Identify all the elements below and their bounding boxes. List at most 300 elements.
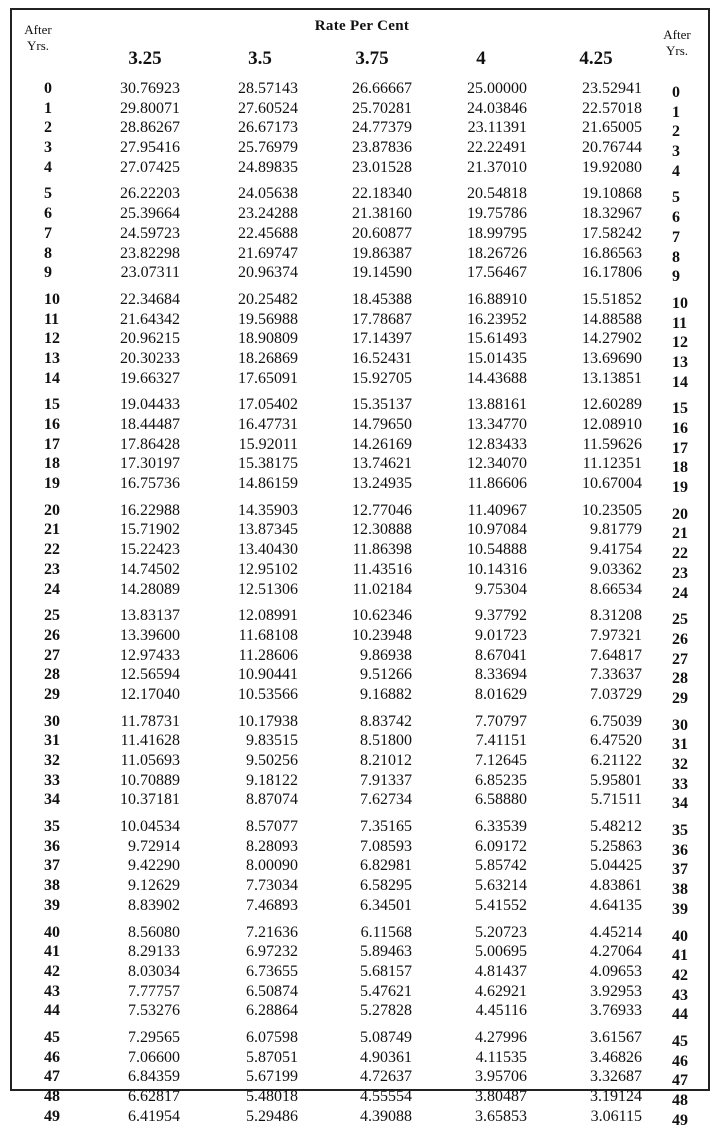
table-row	[12, 1028, 712, 1048]
value-cell: 8.31208	[590, 607, 642, 625]
rate-header-3-25: 3.25	[128, 48, 162, 69]
value-cell: 12.51306	[238, 580, 298, 598]
table-row	[12, 1087, 712, 1107]
value-cell: 4.83861	[590, 877, 642, 895]
value-cell: 5.08749	[360, 1028, 412, 1046]
year-label-right: 32	[672, 756, 688, 773]
value-cell: 13.39600	[120, 626, 180, 644]
value-cell: 6.28864	[246, 1002, 298, 1020]
value-cell: 6.11568	[360, 923, 412, 941]
year-label-right: 49	[672, 1111, 688, 1129]
value-cell: 20.25482	[238, 290, 298, 308]
value-cell: 6.34501	[360, 896, 412, 914]
value-cell: 22.18340	[352, 185, 412, 203]
value-cell: 23.52941	[582, 80, 642, 97]
value-cell: 23.24288	[238, 205, 298, 223]
after-label: After	[24, 22, 52, 37]
value-cell: 4.45116	[475, 1002, 527, 1020]
value-cell: 19.92080	[582, 158, 642, 176]
value-cell: 16.23952	[467, 310, 527, 328]
year-label-right: 6	[672, 209, 680, 227]
year-label-left: 33	[44, 771, 60, 789]
year-label-left: 15	[44, 396, 60, 414]
year-label-right: 3	[672, 143, 680, 161]
year-label-right: 41	[672, 947, 688, 965]
year-label-left: 28	[44, 666, 60, 684]
value-cell: 25.00000	[467, 80, 527, 97]
value-cell: 19.56988	[238, 310, 298, 328]
year-label-right: 20	[672, 505, 688, 523]
value-cell: 13.34770	[467, 416, 527, 433]
value-cell: 9.75304	[475, 580, 527, 598]
table-row	[12, 790, 712, 813]
table-row	[12, 942, 712, 965]
year-label-right: 28	[672, 670, 688, 688]
value-cell: 15.61493	[467, 330, 527, 348]
table-row	[12, 982, 712, 1002]
value-cell: 14.88588	[582, 310, 642, 328]
value-cell: 12.56594	[120, 666, 180, 684]
value-cell: 29.80071	[120, 99, 180, 117]
value-cell: 3.32687	[590, 1068, 642, 1086]
value-cell: 30.76923	[120, 80, 180, 97]
value-cell: 7.70797	[475, 712, 527, 730]
table-row	[12, 685, 712, 705]
value-cell: 19.75786	[467, 205, 527, 223]
year-label-right: 38	[672, 881, 688, 899]
value-cell: 5.48212	[590, 818, 642, 836]
value-cell: 10.37181	[120, 791, 180, 809]
rate-header-4: 4	[476, 48, 486, 69]
value-cell: 4.27064	[590, 943, 642, 961]
value-cell: 14.43688	[467, 369, 527, 387]
value-cell: 4.62921	[475, 982, 527, 1000]
value-cell: 17.86428	[120, 435, 180, 453]
table-row	[12, 224, 712, 244]
value-cell: 7.91337	[360, 771, 412, 789]
year-label-left: 10	[44, 290, 60, 308]
year-label-right: 21	[672, 525, 688, 543]
value-cell: 9.86938	[360, 646, 412, 664]
value-cell: 4.72637	[360, 1068, 412, 1086]
year-label-left: 36	[44, 837, 60, 855]
row-group	[12, 712, 712, 813]
year-label-right: 29	[672, 689, 688, 707]
year-label-left: 20	[44, 501, 60, 519]
value-cell: 11.05693	[120, 752, 180, 769]
value-cell: 5.27828	[360, 1002, 412, 1020]
year-label-right: 27	[672, 650, 688, 668]
value-cell: 13.83137	[120, 607, 180, 625]
value-cell: 24.77379	[352, 119, 412, 137]
value-cell: 10.17938	[238, 712, 298, 730]
value-cell: 7.35165	[360, 818, 412, 836]
value-cell: 6.33539	[475, 818, 527, 836]
table-row	[12, 369, 712, 389]
year-label-left: 17	[44, 435, 60, 453]
value-cell: 8.83902	[128, 896, 180, 914]
year-label-right: 17	[672, 439, 688, 457]
value-cell: 6.58295	[360, 877, 412, 895]
value-cell: 13.88161	[467, 396, 527, 414]
value-cell: 15.51852	[582, 290, 642, 308]
rate-header-3-75: 3.75	[355, 48, 389, 69]
annuity-table	[10, 8, 710, 1129]
year-label-left: 14	[44, 369, 60, 387]
value-cell: 7.73034	[246, 877, 298, 895]
table-row	[12, 435, 712, 455]
year-label-left: 19	[44, 475, 60, 493]
year-label-right: 9	[672, 268, 680, 286]
value-cell: 11.86606	[467, 475, 527, 493]
value-cell: 14.74502	[120, 560, 180, 578]
value-cell: 9.41754	[590, 541, 642, 559]
table-row	[12, 1001, 712, 1024]
value-cell: 10.90441	[238, 666, 298, 684]
year-label-left: 5	[44, 185, 52, 203]
value-cell: 7.12645	[475, 752, 527, 769]
value-cell: 16.17806	[582, 264, 642, 282]
year-label-left: 32	[44, 752, 60, 769]
year-label-right: 16	[672, 420, 688, 437]
value-cell: 20.54818	[467, 185, 527, 203]
value-cell: 4.81437	[475, 962, 527, 980]
value-cell: 6.47520	[590, 732, 642, 750]
year-label-left: 39	[44, 896, 60, 914]
value-cell: 7.62734	[360, 791, 412, 809]
table-row	[12, 138, 712, 161]
table-row	[12, 263, 712, 286]
value-cell: 5.95801	[590, 771, 642, 789]
year-label-right: 48	[672, 1092, 688, 1109]
year-label-right: 2	[672, 123, 680, 141]
value-cell: 13.13851	[582, 369, 642, 387]
value-cell: 9.16882	[360, 685, 412, 703]
value-cell: 18.99795	[467, 224, 527, 242]
value-cell: 16.47731	[238, 416, 298, 433]
year-label-right: 43	[672, 986, 688, 1004]
table-row	[12, 520, 712, 543]
value-cell: 6.50874	[246, 982, 298, 1000]
value-cell: 11.12351	[582, 455, 642, 473]
value-cell: 3.95706	[475, 1068, 527, 1086]
year-label-right: 42	[672, 966, 688, 984]
value-cell: 9.83515	[246, 732, 298, 750]
table-row	[12, 712, 712, 732]
value-cell: 12.77046	[352, 501, 412, 519]
value-cell: 5.48018	[246, 1088, 298, 1105]
table-row	[12, 118, 712, 141]
value-cell: 15.01435	[467, 349, 527, 367]
value-cell: 11.68108	[238, 626, 298, 644]
value-cell: 9.12629	[128, 877, 180, 895]
year-label-left: 6	[44, 205, 52, 223]
value-cell: 13.69690	[582, 349, 642, 367]
value-cell: 16.22988	[120, 501, 180, 519]
value-cell: 9.51266	[360, 666, 412, 684]
value-cell: 25.76979	[238, 139, 298, 157]
value-cell: 8.51800	[360, 732, 412, 750]
table-row	[12, 501, 712, 521]
row-group	[12, 290, 712, 391]
value-cell: 10.54888	[467, 541, 527, 559]
value-cell: 20.30233	[120, 349, 180, 367]
value-cell: 20.76744	[582, 139, 642, 157]
year-label-right: 45	[672, 1032, 688, 1050]
year-label-right: 25	[672, 611, 688, 629]
value-cell: 7.64817	[590, 646, 642, 664]
value-cell: 10.23948	[352, 626, 412, 644]
year-label-right: 8	[672, 248, 680, 266]
year-label-right: 19	[672, 479, 688, 497]
year-label-left: 12	[44, 330, 60, 348]
year-label-left: 16	[44, 416, 60, 433]
value-cell: 24.59723	[120, 224, 180, 242]
value-cell: 8.57077	[246, 818, 298, 836]
year-label-left: 47	[44, 1068, 60, 1086]
year-label-right: 23	[672, 564, 688, 582]
value-cell: 9.03362	[590, 560, 642, 578]
value-cell: 7.53276	[128, 1002, 180, 1020]
value-cell: 11.41628	[120, 732, 180, 750]
table-row	[12, 329, 712, 352]
value-cell: 11.28606	[238, 646, 298, 664]
value-cell: 4.45214	[590, 923, 642, 941]
value-cell: 15.92705	[352, 369, 412, 387]
year-label-left: 34	[44, 791, 60, 809]
value-cell: 5.89463	[360, 943, 412, 961]
year-label-left: 44	[44, 1002, 60, 1020]
after-label: After	[663, 27, 691, 42]
table-row	[12, 395, 712, 418]
table-row	[12, 896, 712, 916]
after-years-header-right	[657, 27, 697, 59]
table-row	[12, 962, 712, 982]
year-label-left: 1	[44, 99, 52, 117]
value-cell: 15.71902	[120, 521, 180, 539]
value-cell: 17.78687	[352, 310, 412, 328]
value-cell: 19.86387	[352, 244, 412, 262]
year-label-right: 40	[672, 927, 688, 945]
table-row	[12, 646, 712, 666]
value-cell: 17.05402	[238, 396, 298, 414]
year-label-right: 7	[672, 228, 680, 246]
year-label-left: 13	[44, 349, 60, 367]
value-cell: 9.18122	[246, 771, 298, 789]
year-label-left: 26	[44, 626, 60, 644]
value-cell: 17.56467	[467, 264, 527, 282]
value-cell: 10.62346	[352, 607, 412, 625]
table-row	[12, 606, 712, 629]
value-cell: 7.46893	[246, 896, 298, 914]
value-cell: 10.67004	[582, 475, 642, 493]
value-cell: 11.86398	[352, 541, 412, 559]
value-cell: 12.08910	[582, 416, 642, 433]
table-row	[12, 817, 712, 840]
value-cell: 18.26726	[467, 244, 527, 262]
table-row	[12, 731, 712, 754]
value-cell: 26.67173	[238, 119, 298, 137]
value-cell: 8.00090	[246, 857, 298, 875]
year-label-left: 30	[44, 712, 60, 730]
value-cell: 17.30197	[120, 455, 180, 473]
value-cell: 21.69747	[238, 244, 298, 262]
table-row	[12, 204, 712, 227]
value-cell: 24.03846	[467, 99, 527, 117]
value-cell: 13.24935	[352, 475, 412, 493]
value-cell: 12.95102	[238, 560, 298, 578]
value-cell: 9.72914	[128, 837, 180, 855]
value-cell: 18.32967	[582, 205, 642, 223]
value-cell: 5.85742	[475, 857, 527, 875]
table-row	[12, 876, 712, 899]
value-cell: 28.86267	[120, 119, 180, 137]
value-cell: 5.25863	[590, 837, 642, 855]
value-cell: 6.62817	[128, 1088, 180, 1105]
table-row	[12, 474, 712, 497]
value-cell: 19.66327	[120, 369, 180, 387]
value-cell: 17.58242	[582, 224, 642, 242]
value-cell: 7.97321	[590, 626, 642, 644]
value-cell: 4.09653	[590, 962, 642, 980]
year-label-left: 42	[44, 962, 60, 980]
value-cell: 24.05638	[238, 185, 298, 203]
value-cell: 11.40967	[467, 501, 527, 519]
value-cell: 25.39664	[120, 205, 180, 223]
table-row	[12, 837, 712, 857]
year-label-left: 43	[44, 982, 60, 1000]
year-label-right: 30	[672, 716, 688, 734]
year-label-right: 22	[672, 545, 688, 563]
value-cell: 21.64342	[120, 310, 180, 328]
value-cell: 23.87836	[352, 139, 412, 157]
value-cell: 19.10868	[582, 185, 642, 203]
value-cell: 21.38160	[352, 205, 412, 223]
value-cell: 24.89835	[238, 158, 298, 176]
value-cell: 3.46826	[590, 1048, 642, 1066]
year-label-right: 1	[672, 103, 680, 121]
year-label-right: 0	[672, 84, 680, 101]
value-cell: 5.63214	[475, 877, 527, 895]
value-cell: 12.17040	[120, 685, 180, 703]
value-cell: 11.43516	[352, 560, 412, 578]
year-label-left: 41	[44, 943, 60, 961]
value-cell: 22.34684	[120, 290, 180, 308]
year-label-left: 4	[44, 158, 52, 176]
year-label-right: 44	[672, 1006, 688, 1024]
value-cell: 9.01723	[475, 626, 527, 644]
value-cell: 14.86159	[238, 475, 298, 493]
value-cell: 23.11391	[467, 119, 527, 137]
table-row	[12, 771, 712, 791]
value-cell: 8.33694	[475, 666, 527, 684]
table-row	[12, 540, 712, 563]
row-group	[12, 501, 712, 602]
value-cell: 10.53566	[238, 685, 298, 703]
year-label-right: 11	[672, 314, 688, 332]
value-cell: 23.82298	[120, 244, 180, 262]
value-cell: 12.34070	[467, 455, 527, 473]
table-row	[12, 923, 712, 943]
value-cell: 13.74621	[352, 455, 412, 473]
value-cell: 6.58880	[475, 791, 527, 809]
value-cell: 18.90809	[238, 330, 298, 348]
value-cell: 7.08593	[360, 837, 412, 855]
value-cell: 23.01528	[352, 158, 412, 176]
year-label-left: 38	[44, 877, 60, 895]
year-label-right: 31	[672, 736, 688, 754]
year-label-right: 47	[672, 1072, 688, 1090]
value-cell: 3.65853	[475, 1107, 527, 1125]
table-row	[12, 244, 712, 264]
value-cell: 14.79650	[352, 416, 412, 433]
value-cell: 5.67199	[246, 1068, 298, 1086]
value-cell: 5.04425	[590, 857, 642, 875]
row-group	[12, 817, 712, 918]
value-cell: 3.80487	[475, 1088, 527, 1105]
year-label-left: 3	[44, 139, 52, 157]
value-cell: 21.37010	[467, 158, 527, 176]
row-group	[12, 184, 712, 286]
value-cell: 3.19124	[590, 1088, 642, 1105]
value-cell: 10.14316	[467, 560, 527, 578]
value-cell: 18.26869	[238, 349, 298, 367]
value-cell: 15.35137	[352, 396, 412, 414]
table-row	[12, 184, 712, 207]
value-cell: 18.44487	[120, 416, 180, 433]
table-row	[12, 1048, 712, 1068]
value-cell: 7.06600	[128, 1048, 180, 1066]
year-label-left: 31	[44, 732, 60, 750]
value-cell: 19.04433	[120, 396, 180, 414]
value-cell: 8.29133	[128, 943, 180, 961]
value-cell: 6.09172	[475, 837, 527, 855]
value-cell: 9.50256	[246, 752, 298, 769]
value-cell: 4.11535	[475, 1048, 527, 1066]
value-cell: 5.00695	[475, 943, 527, 961]
year-label-right: 18	[672, 459, 688, 477]
value-cell: 28.57143	[238, 80, 298, 97]
year-label-left: 2	[44, 119, 52, 137]
table-row	[12, 349, 712, 369]
value-cell: 11.02184	[352, 580, 412, 598]
value-cell: 6.73655	[246, 962, 298, 980]
year-label-left: 23	[44, 560, 60, 578]
value-cell: 8.03034	[128, 962, 180, 980]
value-cell: 16.88910	[467, 290, 527, 308]
table-body	[12, 79, 712, 1133]
value-cell: 12.60289	[582, 396, 642, 414]
value-cell: 7.29565	[128, 1028, 180, 1046]
value-cell: 18.45388	[352, 290, 412, 308]
year-label-right: 35	[672, 822, 688, 840]
value-cell: 19.14590	[352, 264, 412, 282]
value-cell: 7.33637	[590, 666, 642, 684]
value-cell: 25.70281	[352, 99, 412, 117]
year-label-left: 21	[44, 521, 60, 539]
value-cell: 7.41151	[475, 732, 527, 750]
value-cell: 9.37792	[475, 607, 527, 625]
value-cell: 5.20723	[475, 923, 527, 941]
value-cell: 9.42290	[128, 857, 180, 875]
year-label-right: 34	[672, 795, 688, 813]
table-row	[12, 856, 712, 879]
value-cell: 16.52431	[352, 349, 412, 367]
value-cell: 7.21636	[246, 923, 298, 941]
year-label-right: 37	[672, 861, 688, 879]
value-cell: 8.67041	[475, 646, 527, 664]
value-cell: 8.87074	[246, 791, 298, 809]
